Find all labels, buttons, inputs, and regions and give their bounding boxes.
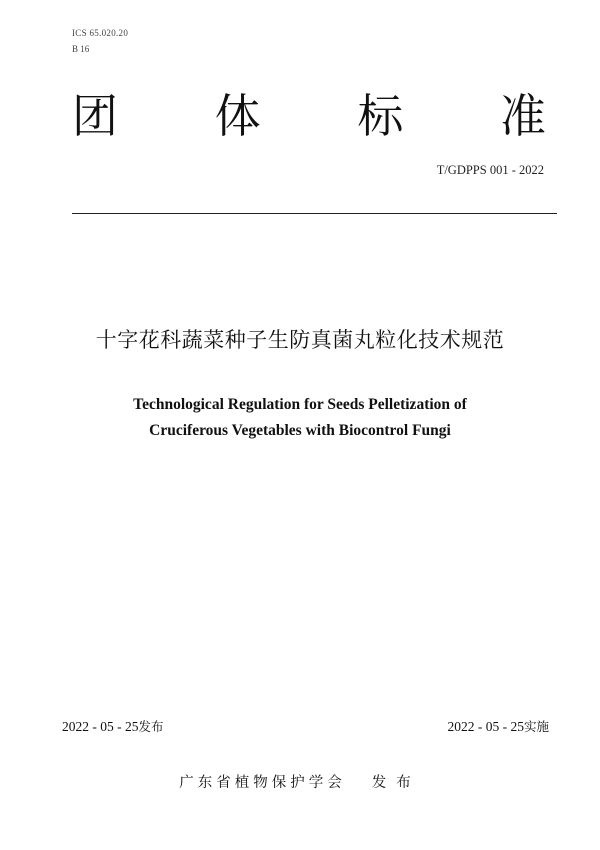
standard-type-heading [72, 88, 546, 144]
issue-label: 发布 [371, 775, 421, 791]
title-english-line-1: Technological Regulation for Seeds Pelletization of [133, 396, 467, 413]
title-english-line-2: Cruciferous Vegetables with Biocontrol Fungi [149, 422, 451, 439]
issuer-organization: 广东省植物保护学会 [179, 775, 346, 791]
publish-date [62, 717, 164, 735]
standard-type-char: 体 [214, 89, 261, 143]
implement-label: 实施 [523, 719, 549, 734]
issuer-line [0, 771, 600, 792]
publish-date-value: 2022 - 05 - 25 [62, 719, 139, 734]
standard-number: T/GDPPS 001 - 2022 [436, 163, 544, 177]
implement-date-value: 2022 - 05 - 25 [447, 719, 524, 734]
standard-type-char: 准 [499, 89, 546, 143]
standard-type-char: 标 [357, 89, 404, 143]
ccs-code: B 16 [72, 44, 90, 54]
header-divider [72, 213, 557, 214]
standard-type-char: 团 [72, 89, 118, 143]
publish-label: 发布 [138, 719, 164, 734]
ics-code: ICS 65.020.20 [72, 28, 129, 38]
title-chinese: 十字花科蔬菜种子生防真菌丸粒化技术规范 [95, 328, 505, 352]
implement-date [447, 717, 549, 735]
